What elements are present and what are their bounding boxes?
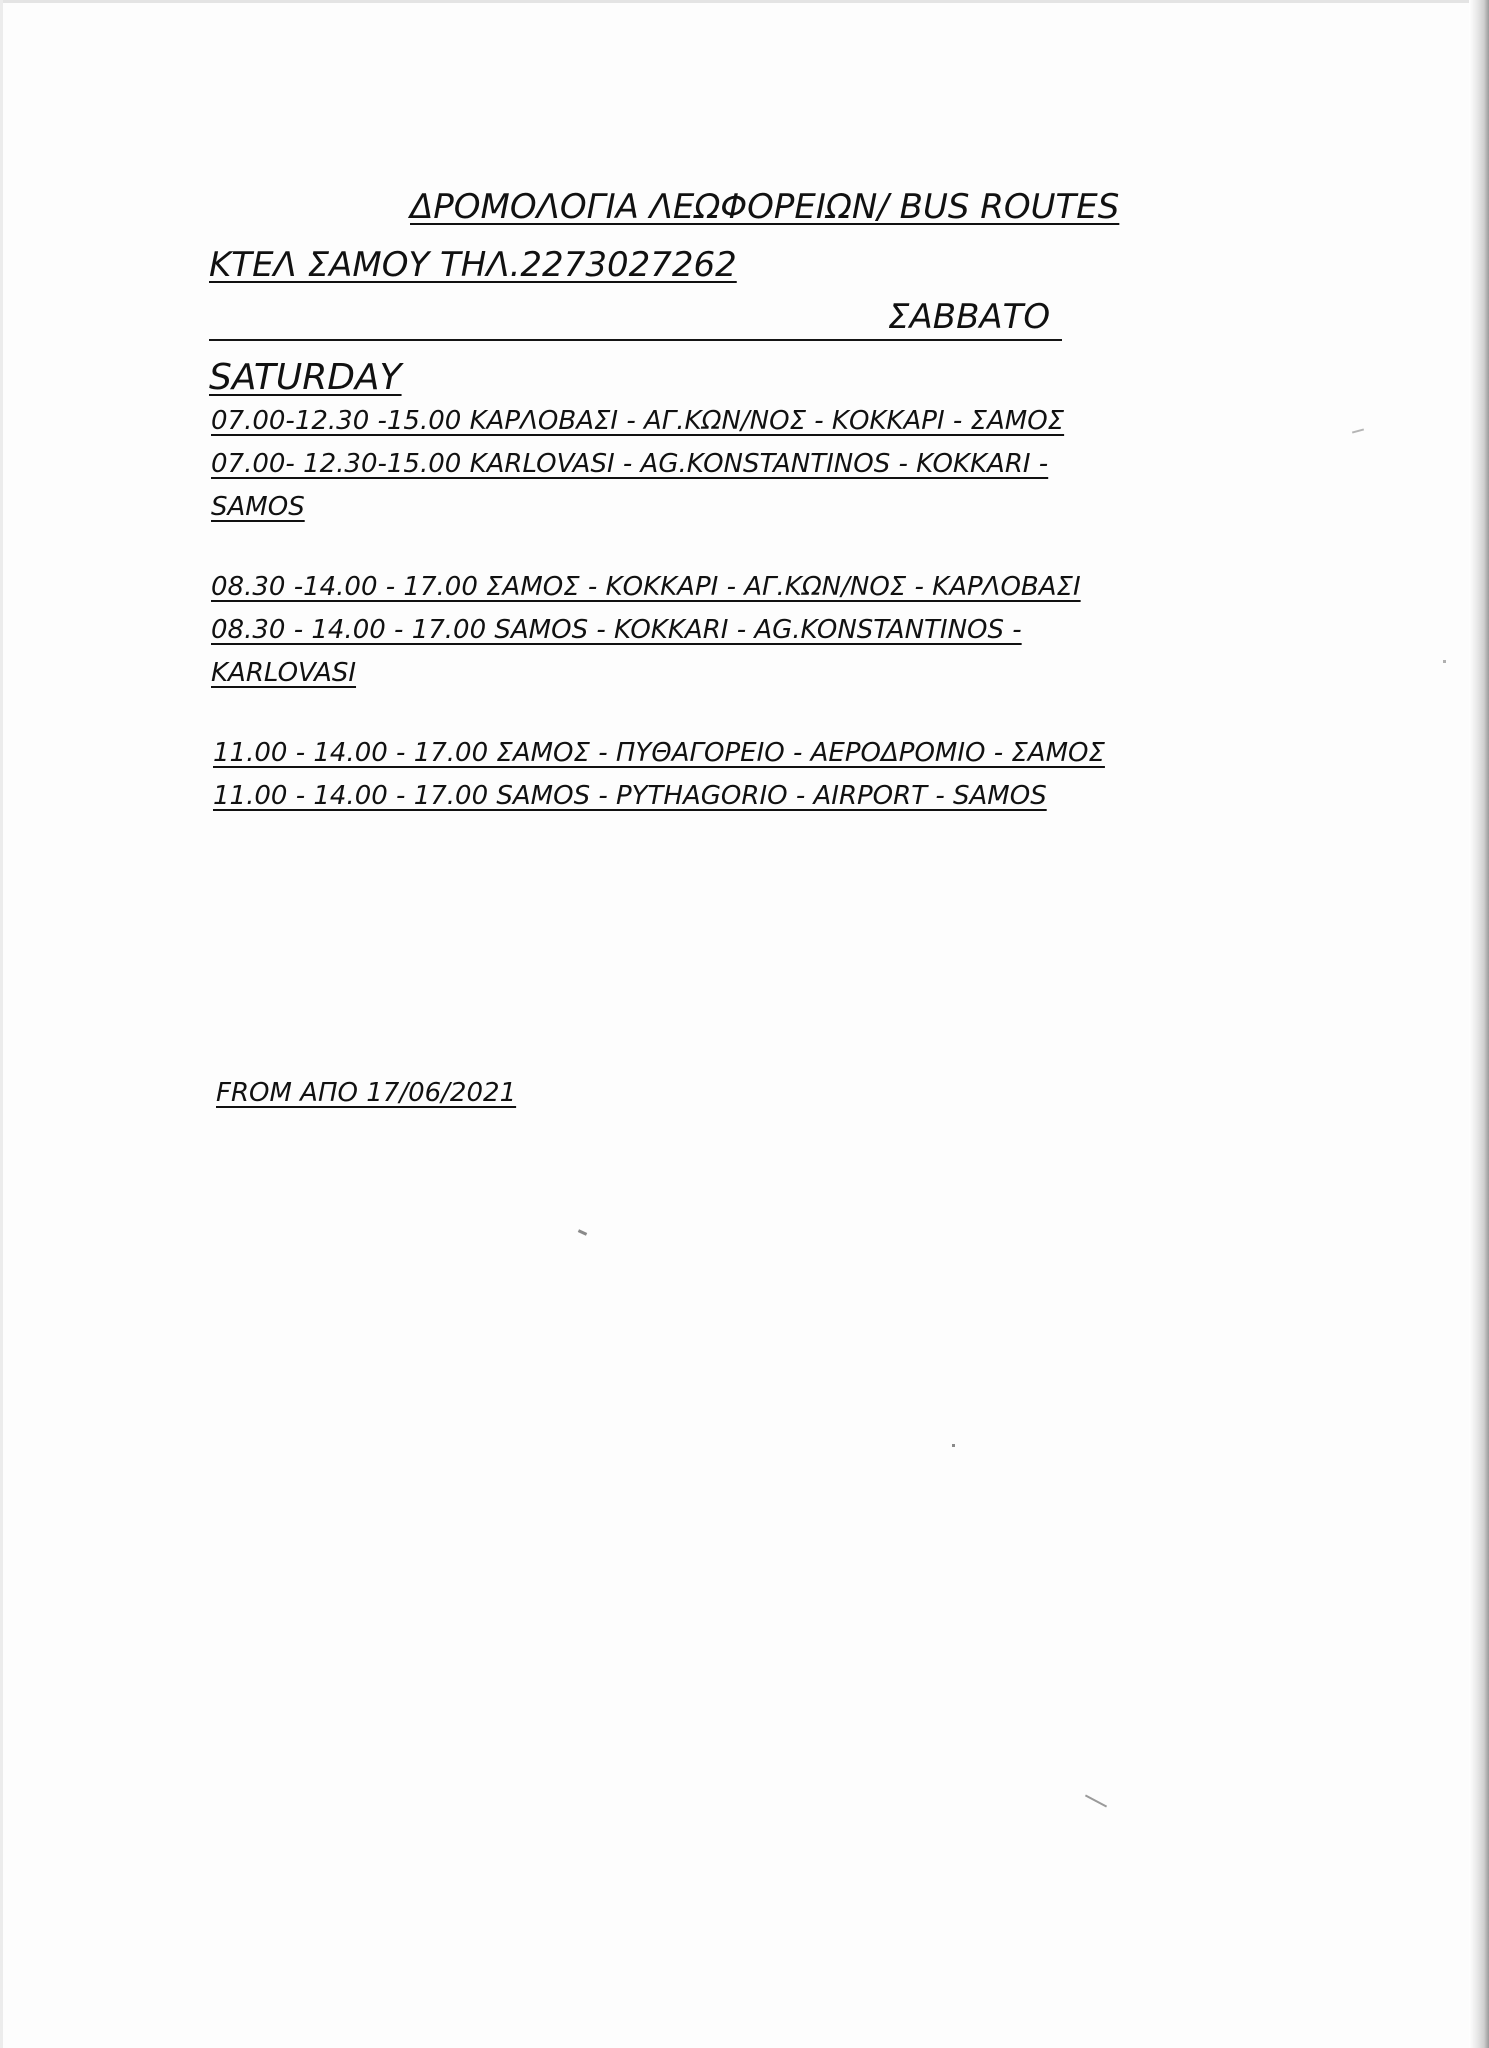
scan-speck	[1443, 660, 1446, 663]
header-rule	[209, 339, 1062, 341]
valid-from-date: FROM ΑΠΟ 17/06/2021	[216, 1078, 517, 1108]
scan-speck	[1352, 428, 1364, 433]
scan-edge-top	[0, 0, 1489, 3]
route-1-greek: 07.00-12.30 -15.00 ΚΑΡΛΟΒΑΣΙ - ΑΓ.ΚΩΝ/ΝΟΣ - ΚΟΚΚΑΡΙ - ΣΑΜΟΣ	[211, 406, 1065, 436]
scan-edge-left	[0, 0, 3, 2048]
route-2-english: 08.30 - 14.00 - 17.00 SAMOS - KOKKARI - AG.KONSTANTINOS -	[211, 615, 1022, 645]
route-1-english: 07.00- 12.30-15.00 KARLOVASI - AG.KONSTANTINOS - KOKKARI -	[211, 449, 1049, 479]
route-2-english-cont: KARLOVASI	[211, 658, 357, 688]
scan-speck	[1085, 1794, 1107, 1807]
day-label-english: SATURDAY	[209, 357, 402, 398]
scan-edge-right	[1469, 0, 1489, 2048]
document-title: ΔΡΟΜΟΛΟΓΙΑ ΛΕΩΦΟΡΕΙΩΝ/ BUS ROUTES	[410, 187, 1120, 227]
scan-speck	[578, 1229, 587, 1236]
scan-speck	[952, 1444, 955, 1447]
operator-phone: ΚΤΕΛ ΣΑΜΟΥ ΤΗΛ.2273027262	[209, 245, 737, 285]
route-3-english: 11.00 - 14.00 - 17.00 SAMOS - PYTHAGORIO - AIRPORT - SAMOS	[213, 781, 1047, 811]
route-2-greek: 08.30 -14.00 - 17.00 ΣΑΜΟΣ - ΚΟΚΚΑΡΙ - ΑΓ.ΚΩΝ/ΝΟΣ - ΚΑΡΛΟΒΑΣΙ	[211, 572, 1081, 602]
route-1-english-cont: SAMOS	[211, 492, 305, 522]
route-3-greek: 11.00 - 14.00 - 17.00 ΣΑΜΟΣ - ΠΥΘΑΓΟΡΕΙΟ - ΑΕΡΟΔΡΟΜΙΟ - ΣΑΜΟΣ	[213, 738, 1105, 768]
day-label-greek: ΣΑΒΒΑΤΟ	[888, 297, 1051, 337]
